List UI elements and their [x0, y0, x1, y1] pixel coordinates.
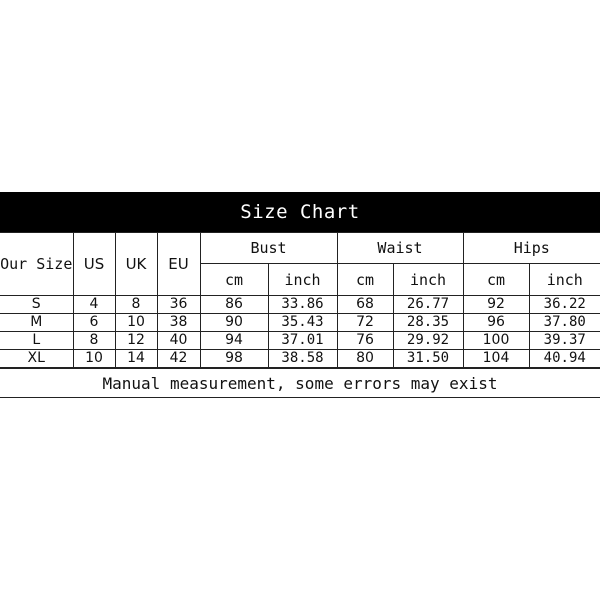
size-cell: L [0, 332, 73, 350]
uk-header: UK [115, 233, 157, 296]
us-header: US [73, 233, 115, 296]
hips-cm-cell: 100 [463, 332, 529, 350]
table-row [0, 314, 600, 332]
uk-cell: 12 [115, 332, 157, 350]
chart-title: Size Chart [0, 192, 600, 232]
size-cell: XL [0, 350, 73, 368]
uk-cell: 8 [115, 296, 157, 314]
unit-header: cm [200, 264, 268, 296]
bust-header: Bust [200, 233, 337, 264]
unit-header: inch [529, 264, 600, 296]
hips-inch-cell: 37.80 [529, 314, 600, 332]
unit-header: cm [337, 264, 393, 296]
us-cell: 6 [73, 314, 115, 332]
waist-cm-cell: 68 [337, 296, 393, 314]
bust-cm-cell: 94 [200, 332, 268, 350]
us-cell: 10 [73, 350, 115, 368]
eu-cell: 40 [157, 332, 200, 350]
eu-cell: 38 [157, 314, 200, 332]
table-row [0, 296, 600, 314]
waist-inch-cell: 26.77 [393, 296, 463, 314]
bust-cm-cell: 98 [200, 350, 268, 368]
our-size-header: Our Size [0, 233, 73, 296]
hips-inch-cell: 39.37 [529, 332, 600, 350]
table-row [0, 350, 600, 368]
waist-inch-cell: 28.35 [393, 314, 463, 332]
waist-inch-cell: 31.50 [393, 350, 463, 368]
bust-cm-cell: 90 [200, 314, 268, 332]
unit-header: inch [268, 264, 337, 296]
bust-inch-cell: 38.58 [268, 350, 337, 368]
waist-cm-cell: 80 [337, 350, 393, 368]
eu-cell: 36 [157, 296, 200, 314]
bust-cm-cell: 86 [200, 296, 268, 314]
waist-inch-cell: 29.92 [393, 332, 463, 350]
unit-header: inch [393, 264, 463, 296]
hips-inch-cell: 36.22 [529, 296, 600, 314]
waist-cm-cell: 72 [337, 314, 393, 332]
waist-cm-cell: 76 [337, 332, 393, 350]
uk-cell: 10 [115, 314, 157, 332]
hips-cm-cell: 92 [463, 296, 529, 314]
size-cell: M [0, 314, 73, 332]
table-row [0, 332, 600, 350]
size-cell: S [0, 296, 73, 314]
hips-inch-cell: 40.94 [529, 350, 600, 368]
eu-cell: 42 [157, 350, 200, 368]
uk-cell: 14 [115, 350, 157, 368]
header-row [0, 233, 600, 264]
bust-inch-cell: 35.43 [268, 314, 337, 332]
hips-cm-cell: 104 [463, 350, 529, 368]
bust-inch-cell: 33.86 [268, 296, 337, 314]
hips-header: Hips [463, 233, 600, 264]
waist-header: Waist [337, 233, 463, 264]
size-chart [0, 192, 600, 398]
us-cell: 4 [73, 296, 115, 314]
eu-header: EU [157, 233, 200, 296]
bust-inch-cell: 37.01 [268, 332, 337, 350]
hips-cm-cell: 96 [463, 314, 529, 332]
measurement-note: Manual measurement, some errors may exist [0, 368, 600, 398]
size-table [0, 232, 600, 368]
us-cell: 8 [73, 332, 115, 350]
unit-header: cm [463, 264, 529, 296]
